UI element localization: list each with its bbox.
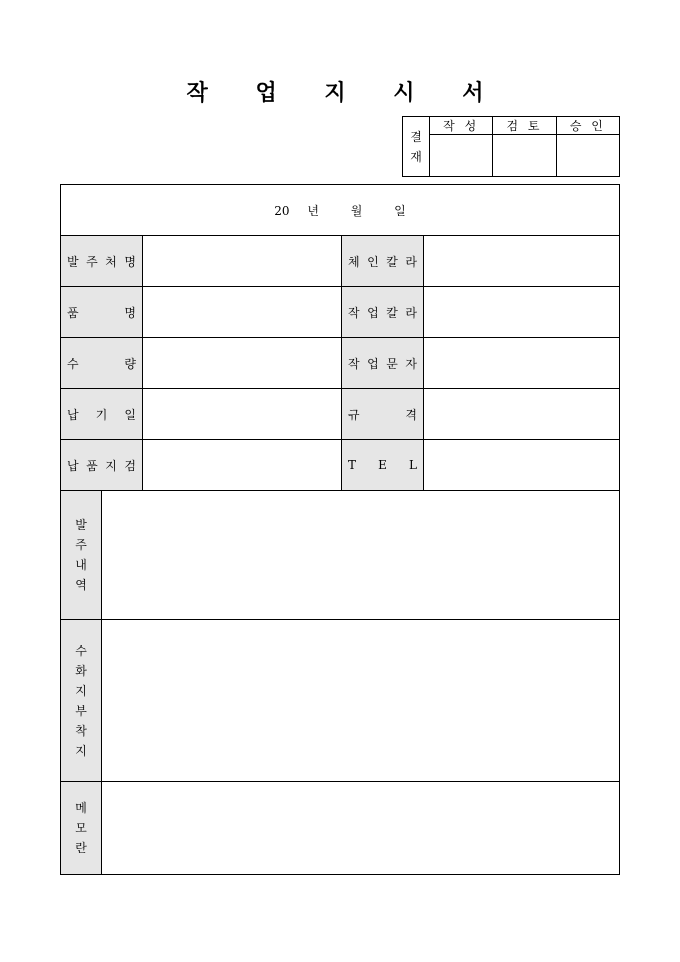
section-label: [61, 491, 102, 619]
field-label: [61, 440, 143, 491]
field-label-char: 품: [67, 305, 79, 320]
field-label: [61, 287, 143, 338]
field-label-char: 업: [367, 356, 379, 371]
field-label-char: 칼: [386, 305, 398, 320]
field-label-char: 검: [124, 458, 136, 473]
field-label: [342, 389, 424, 440]
approval-sign-review[interactable]: [493, 135, 556, 177]
section-label-char: 내: [75, 558, 87, 572]
field-label: [342, 236, 424, 287]
field-label-char: 납: [67, 407, 79, 422]
section-label-char: 착: [75, 723, 87, 738]
field-label-char: 업: [367, 305, 379, 320]
field-value-left[interactable]: [143, 440, 342, 491]
field-label-char: 주: [86, 254, 98, 269]
section-cell: [61, 491, 620, 620]
field-label-char: 량: [124, 356, 136, 371]
form-row: [61, 440, 620, 491]
section-label-char: 지: [75, 683, 87, 698]
field-label-char: 규: [348, 407, 360, 422]
section-content[interactable]: [102, 782, 619, 874]
approval-col-review: 검 토: [493, 117, 556, 135]
field-value-right[interactable]: [424, 236, 620, 287]
date-prefix: 20: [274, 203, 290, 218]
date-year: 년: [307, 203, 319, 218]
field-value-right[interactable]: [424, 338, 620, 389]
field-label-char: 자: [405, 356, 417, 371]
field-label: [61, 338, 143, 389]
field-value-left[interactable]: [143, 287, 342, 338]
field-label-char: 인: [367, 254, 379, 269]
section-content[interactable]: [102, 491, 619, 619]
section-content[interactable]: [102, 620, 619, 781]
field-label-char: 라: [405, 305, 417, 320]
form-row: [61, 389, 620, 440]
field-label-char: 작: [348, 356, 360, 371]
date-day: 일: [394, 203, 406, 218]
field-label-char: 명: [124, 254, 136, 269]
section-cell: [61, 620, 620, 782]
field-label: [61, 389, 143, 440]
approval-side-char: 결: [410, 129, 422, 144]
field-label-char: 일: [124, 407, 136, 422]
section-row: [61, 491, 620, 620]
approval-sign-author[interactable]: [430, 135, 493, 177]
field-label-char: 납: [67, 458, 79, 473]
section-label-char: 부: [75, 703, 87, 718]
field-label: [342, 338, 424, 389]
form-row: [61, 338, 620, 389]
section-label-char: 수: [75, 643, 87, 658]
section-label-char: 란: [75, 841, 87, 855]
field-label-char: 수: [67, 356, 79, 371]
field-label: [61, 236, 143, 287]
field-label-char: 품: [86, 458, 98, 473]
field-label-char: L: [409, 458, 417, 472]
section-label: [61, 782, 102, 874]
field-label-char: 지: [105, 458, 117, 473]
field-label: [342, 440, 424, 491]
section-row: [61, 620, 620, 782]
field-value-left[interactable]: [143, 236, 342, 287]
section-label-char: 역: [75, 578, 87, 592]
work-order-form: [60, 184, 620, 875]
field-label-char: 칼: [386, 254, 398, 269]
section-label: [61, 620, 102, 781]
field-value-right[interactable]: [424, 389, 620, 440]
field-label-char: 기: [95, 407, 108, 422]
field-value-right[interactable]: [424, 287, 620, 338]
field-value-left[interactable]: [143, 389, 342, 440]
field-label-char: 명: [124, 305, 136, 320]
field-label-char: E: [378, 458, 387, 472]
field-value-right[interactable]: [424, 440, 620, 491]
field-value-left[interactable]: [143, 338, 342, 389]
field-label-char: 격: [405, 407, 417, 422]
approval-box: [402, 116, 620, 177]
section-label-char: 메: [75, 801, 87, 815]
approval-sign-approve[interactable]: [556, 135, 619, 177]
field-label-char: 처: [105, 254, 117, 269]
field-label-char: T: [348, 458, 357, 472]
section-label-char: 지: [75, 743, 87, 758]
form-row: [61, 236, 620, 287]
section-label-char: 화: [75, 663, 87, 678]
field-label-char: 라: [405, 254, 417, 269]
section-label-char: 모: [75, 821, 87, 835]
section-row: [61, 782, 620, 875]
date-month: 월: [350, 203, 363, 218]
form-row: [61, 287, 620, 338]
field-label-char: 발: [67, 254, 79, 269]
section-label-char: 발: [75, 518, 87, 532]
field-label-char: 체: [348, 254, 360, 269]
page-title: 작 업 지 시 서: [186, 80, 504, 106]
field-label-char: 작: [348, 305, 360, 320]
section-cell: [61, 782, 620, 875]
approval-col-author: 작 성: [430, 117, 493, 135]
field-label-char: 문: [386, 356, 398, 371]
approval-side-label: [403, 117, 430, 177]
date-row[interactable]: [61, 185, 620, 236]
field-label: [342, 287, 424, 338]
approval-side-char: 재: [410, 149, 422, 164]
section-label-char: 주: [75, 538, 87, 552]
approval-col-approve: 승 인: [556, 117, 619, 135]
